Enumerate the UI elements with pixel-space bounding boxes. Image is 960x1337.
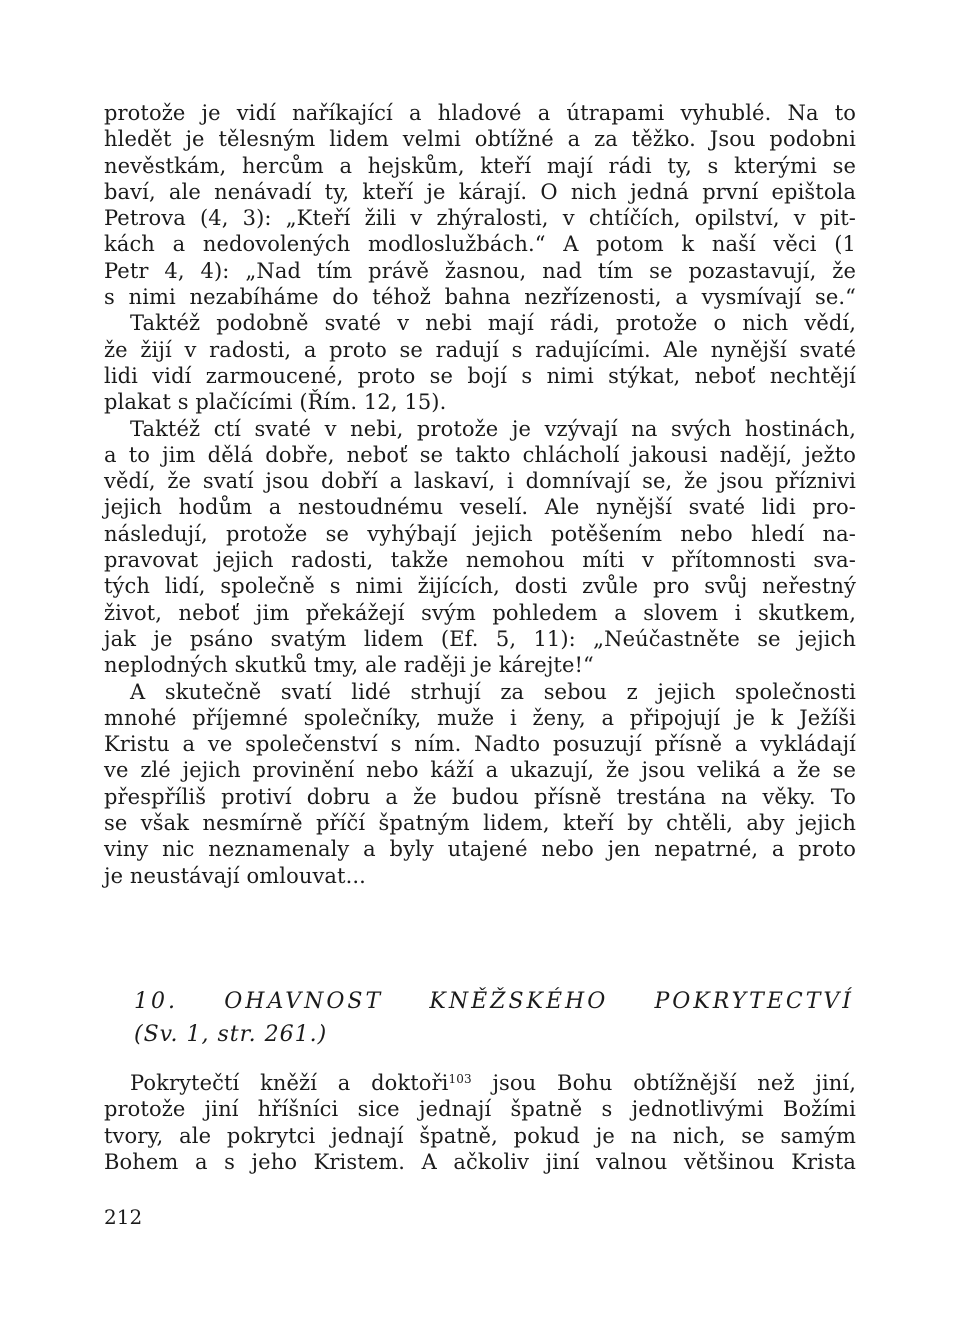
section-title: 10. OHAVNOST KNĚŽSKÉHO POKRYTECTVÍ — [134, 989, 854, 1014]
text-line: hledět je tělesným lidem velmi obtížné a za těžko. Jsou podobni — [104, 127, 856, 152]
text-line: Petrova (4, 3): „Kteří žili v zhýralosti, v chtíčích, opilství, v pit- — [104, 206, 856, 231]
text-line: tých lidí, společně s nimi žijících, dosti zvůle pro svůj neřestný — [104, 574, 856, 599]
text-line: s nimi nezabíháme do téhož bahna nezřízenosti, a vysmívají se.“ — [104, 285, 856, 310]
text-line: lidi vidí zarmoucené, proto se bojí s nimi stýkat, neboť nechtějí — [104, 363, 856, 388]
text-line: nevěstkám, hercům a hejskům, kteří mají rádi ty, s kterými se — [104, 153, 856, 178]
text-line: Taktéž podobně svaté v nebi mají rádi, protože o nich vědí, — [130, 311, 856, 336]
main-text-block — [104, 100, 856, 889]
text-line: následují, protože se vyhýbají jejich potěšením nebo hledí na- — [104, 521, 856, 546]
text-line — [104, 1070, 856, 1096]
text-line: jak je psáno svatým lidem (Ef. 5, 11): „Neúčastněte se jejich — [104, 626, 856, 651]
text-line: a to jim dělá dobře, neboť se takto chlácholí jakousi nadějí, ježto — [104, 442, 856, 467]
section-text-block — [104, 1070, 856, 1175]
text-line: Kristu a ve společenství s ním. Nadto posuzují přísně a vykládají — [104, 732, 856, 757]
text-line: že žijí v radosti, a proto se radují s radujícími. Ale nynější svaté — [104, 337, 856, 362]
text-line: protože je vidí naříkající a hladové a útrapami vyhublé. Na to — [104, 101, 856, 125]
text-line: se však nesmírně příčí špatným lidem, kteří by chtěli, aby jejich — [104, 811, 856, 836]
text-line: je neustávají omlouvat... — [104, 863, 366, 888]
section-heading — [134, 985, 854, 1051]
text-line: Taktéž ctí svaté v nebi, protože je vzývají na svých hostinách, — [130, 416, 856, 441]
text-line: tvory, ale pokrytci jednají špatně, pokud je na nich, se samým — [104, 1123, 856, 1148]
text-fragment: jsou Bohu obtížnější než jiní, — [471, 1071, 856, 1095]
text-line: pravovat jejich radosti, takže nemohou míti v přítomnosti sva- — [104, 548, 856, 573]
text-line: jejich hodům a nestoudnému veselí. Ale nynější svaté lidi pro- — [104, 495, 856, 520]
text-line: kách a nedovolených modloslužbách.“ A potom k naší věci (1 — [104, 232, 856, 257]
text-line: neplodných skutků tmy, ale raději je kárejte!“ — [104, 653, 594, 678]
text-line: A skutečně svatí lidé strhují za sebou z jejich společnosti — [130, 679, 856, 704]
text-line: protože jiní hříšníci sice jednají špatně s jednotlivými Božími — [104, 1097, 856, 1122]
text-line: baví, ale nenávadí ty, kteří je kárají. O nich jedná první epištola — [104, 179, 856, 204]
page-number: 212 — [104, 1205, 143, 1229]
section-source: (Sv. 1, str. 261.) — [134, 1022, 328, 1047]
text-line: přespříliš protiví dobru a že budou přísně trestána na věky. To — [104, 784, 856, 809]
text-line: plakat s plačícími (Řím. 12, 15). — [104, 390, 447, 415]
text-line: ve zlé jejich provinění nebo káží a ukazují, že jsou veliká a že se — [104, 758, 856, 783]
text-fragment: Pokrytečtí kněží a doktoři — [130, 1071, 449, 1095]
text-line: viny nic neznamenaly a byly utajené nebo jen nepatrné, a proto — [104, 837, 856, 862]
text-line: život, neboť jim překážejí svým pohledem a slovem i skutkem, — [104, 600, 856, 625]
text-line: mnohé příjemné společníky, muže i ženy, a připojují je k Ježíši — [104, 705, 856, 730]
footnote-marker: 103 — [448, 1072, 472, 1086]
text-line: Bohem a s jeho Kristem. A ačkoliv jiní valnou většinou Krista — [104, 1149, 856, 1174]
text-line: Petr 4, 4): „Nad tím právě žasnou, nad tím se pozastavují, že — [104, 258, 856, 283]
text-line: vědí, že svatí jsou dobří a laskaví, i domnívají se, že jsou příznivi — [104, 469, 856, 494]
